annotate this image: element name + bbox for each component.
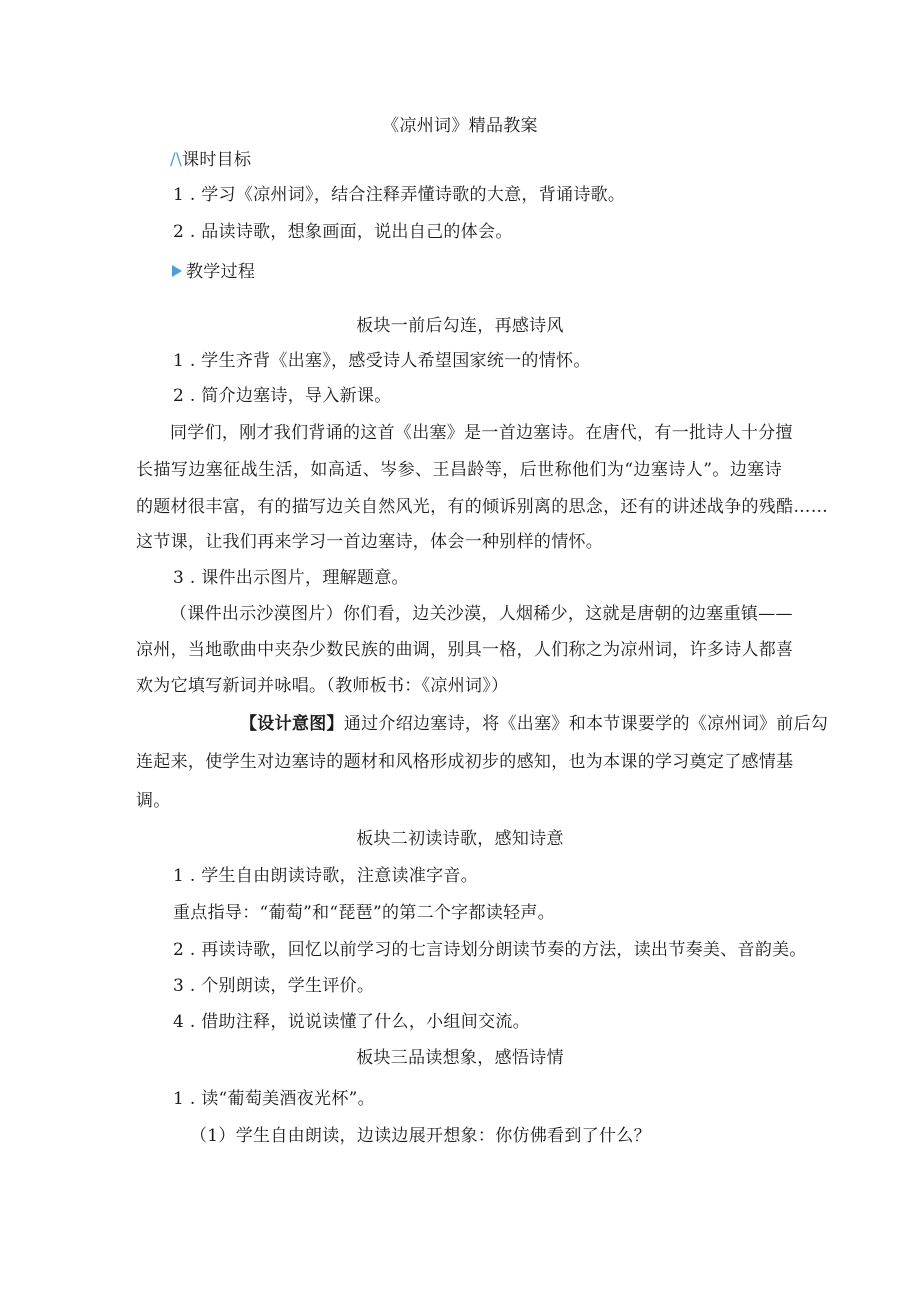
block2-title: 板块二初读诗歌，感知诗意 <box>356 829 564 849</box>
block2-item-2: 2 . 再读诗歌，回忆以前学习的七言诗划分朗读节奏的方法，读出节奏美、音韵美。 <box>173 940 807 960</box>
block3-item-1: 1 . 读“葡萄美酒夜光杯”。 <box>173 1089 375 1109</box>
block1-item-2: 2 . 简介边塞诗，导入新课。 <box>173 386 392 406</box>
block1-paragraph-1-line-4: 这节课，让我们再来学习一首边塞诗，体会一种别样的情怀。 <box>136 532 604 552</box>
document-title: 《凉州词》精品教案 <box>382 116 538 136</box>
section-marker-icon: /\ <box>170 150 183 170</box>
triangle-bullet-icon <box>172 265 182 277</box>
block3-title: 板块三品读想象，感悟诗情 <box>356 1048 564 1068</box>
section-heading-goals <box>170 148 251 172</box>
section-heading-process <box>172 260 255 284</box>
block2-item-3: 3 . 个别朗读，学生评价。 <box>173 976 375 996</box>
block1-paragraph-2-line-1: （课件出示沙漠图片）你们看，边关沙漠，人烟稀少，这就是唐朝的边塞重镇—— <box>170 604 793 624</box>
block1-item-3: 3 . 课件出示图片，理解题意。 <box>173 568 409 588</box>
design-intent-text-1: 通过介绍边塞诗，将《出塞》和本节课要学的《凉州词》前后勾 <box>343 714 829 734</box>
design-intent-line-3: 调。 <box>136 791 171 811</box>
section-heading-goals-label: 课时目标 <box>182 150 252 170</box>
design-intent-label: 【设计意图】 <box>240 714 344 734</box>
block3-sub-item-1: （1）学生自由朗读，边读边展开想象：你仿佛看到了什么？ <box>190 1126 651 1146</box>
block1-paragraph-1-line-2: 长描写边塞征战生活，如高适、岑参、王昌龄等，后世称他们为“边塞诗人”。边塞诗 <box>136 460 782 480</box>
block2-item-4: 4 . 借助注释，说说读懂了什么，小组间交流。 <box>173 1012 530 1032</box>
design-intent-line-2: 连起来，使学生对边塞诗的题材和风格形成初步的感知，也为本课的学习奠定了感情基 <box>136 752 794 772</box>
block1-paragraph-2-line-2: 凉州，当地歌曲中夹杂少数民族的曲调，别具一格，人们称之为凉州词，许多诗人都喜 <box>136 640 794 660</box>
design-intent-line-1 <box>240 712 828 736</box>
block1-paragraph-1-line-1: 同学们，刚才我们背诵的这首《出塞》是一首边塞诗。在唐代，有一批诗人十分擅 <box>170 423 793 443</box>
goal-item-2: 2 . 品读诗歌，想象画面，说出自己的体会。 <box>173 222 513 242</box>
block1-item-1: 1 . 学生齐背《出塞》，感受诗人希望国家统一的情怀。 <box>173 351 591 371</box>
block2-item-1: 1 . 学生自由朗读诗歌，注意读准字音。 <box>173 866 479 886</box>
goal-item-1: 1 . 学习《凉州词》，结合注释弄懂诗歌的大意，背诵诗歌。 <box>173 185 626 205</box>
block1-title: 板块一前后勾连，再感诗风 <box>356 316 564 336</box>
block1-paragraph-2-line-3: 欢为它填写新词并咏唱。（教师板书：《凉州词》） <box>136 676 509 696</box>
block2-key-point: 重点指导：“葡萄”和“琵琶”的第二个字都读轻声。 <box>173 903 555 923</box>
section-heading-process-label: 教学过程 <box>186 262 256 282</box>
block1-paragraph-1-line-3: 的题材很丰富，有的描写边关自然风光，有的倾诉别离的思念，还有的讲述战争的残酷…… <box>136 497 828 517</box>
